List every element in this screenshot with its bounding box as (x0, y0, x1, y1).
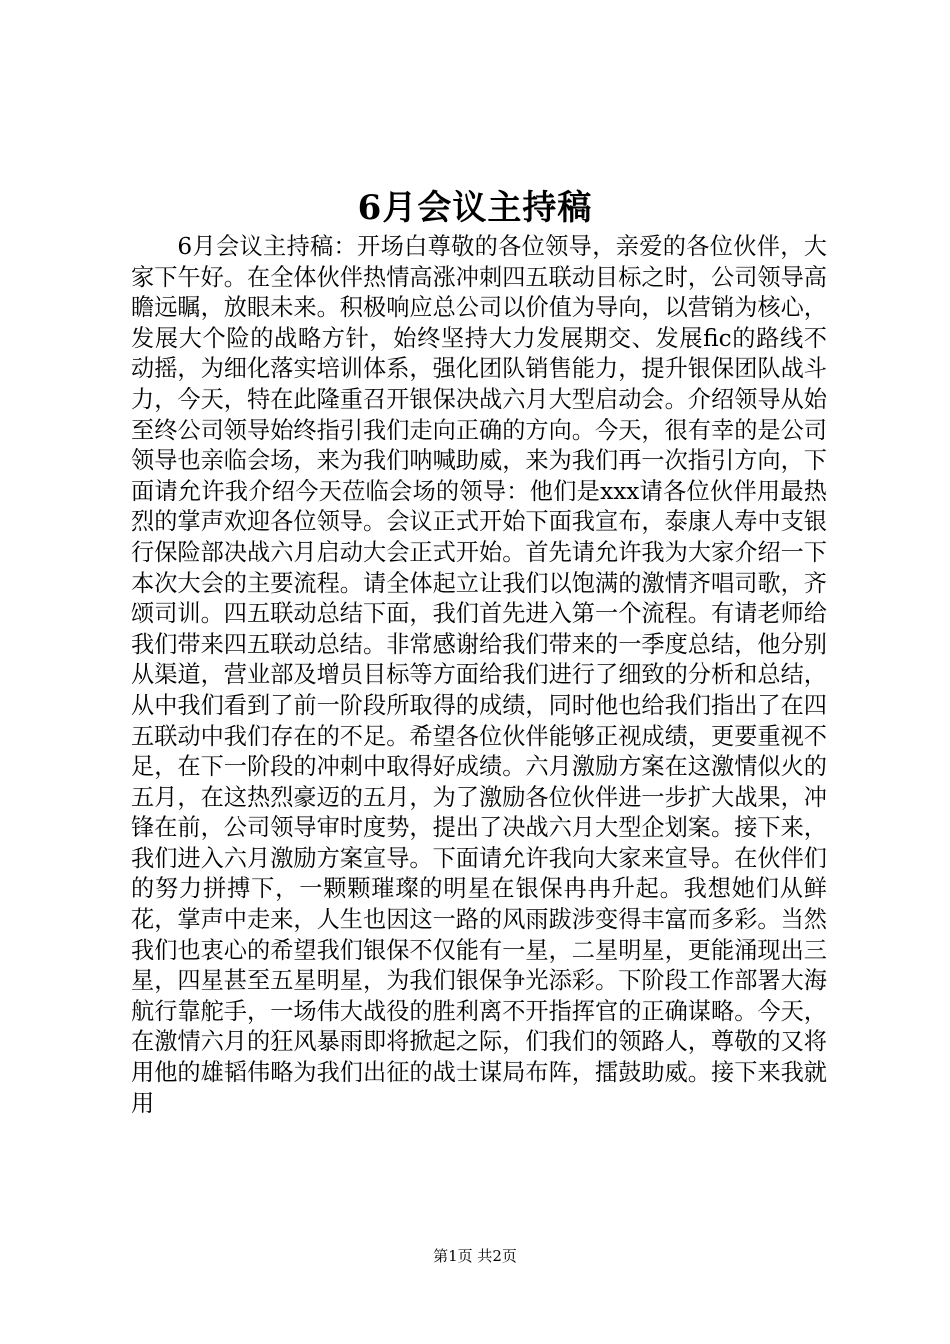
document-title: 6月会议主持稿 (357, 188, 593, 228)
document-body-paragraph: 6月会议主持稿：开场白尊敬的各位领导，亲爱的各位伙伴，大家下午好。在全体伙伴热情高涨冲刺四五联动目标之时，公司领导高瞻远瞩，放眼未来。积极响应总公司以价值为导向，以营销为核心，发展大个险的战略方针，始终坚持大力发展期交、发展fic的路线不动摇，为细化落实培训体系，强化团队销售能力，提升银保团队战斗力，今天，特在此隆重召开银保决战六月大型启动会。介绍领导从始至终公司领导始终指引我们走向正确的方向。今天，很有幸的是公司领导也亲临会场，来为我们呐喊助威，来为我们再一次指引方向，下面请允许我介绍今天莅临会场的领导：他们是xxx请各位伙伴用最热烈的掌声欢迎各位领导。会议正式开始下面我宣布，泰康人寿中支银行保险部决战六月启动大会正式开始。首先请允许我为大家介绍一下本次大会的主要流程。请全体起立让我们以饱满的激情齐唱司歌，齐颂司训。四五联动总结下面，我们首先进入第一个流程。有请老师给我们带来四五联动总结。非常感谢给我们带来的一季度总结，他分别从渠道，营业部及增员目标等方面给我们进行了细致的分析和总结，从中我们看到了前一阶段所取得的成绩，同时他也给我们指出了在四五联动中我们存在的不足。希望各位伙伴能够正视成绩，更要重视不足，在下一阶段的冲刺中取得好成绩。六月激励方案在这激情似火的五月，在这热烈豪迈的五月，为了激励各位伙伴进一步扩大战果，冲锋在前，公司领导审时度势，提出了决战六月大型企划案。接下来，我们进入六月激励方案宣导。下面请允许我向大家来宣导。在伙伴们的努力拼搏下，一颗颗璀璨的明星在银保冉冉升起。我想她们从鲜花，掌声中走来，人生也因这一路的风雨跋涉变得丰富而多彩。当然我们也衷心的希望我们银保不仅能有一星，二星明星，更能涌现出三星，四星甚至五星明星，为我们银保争光添彩。下阶段工作部署大海航行靠舵手，一场伟大战役的胜利离不开指挥官的正确谋略。今天，在激情六月的狂风暴雨即将掀起之际，们我们的领路人，尊敬的又将用他的雄韬伟略为我们出征的战士谋局布阵，擂鼓助威。接下来我就用 (131, 233, 827, 1117)
page-footer: 第1页 共2页 (433, 1247, 517, 1265)
